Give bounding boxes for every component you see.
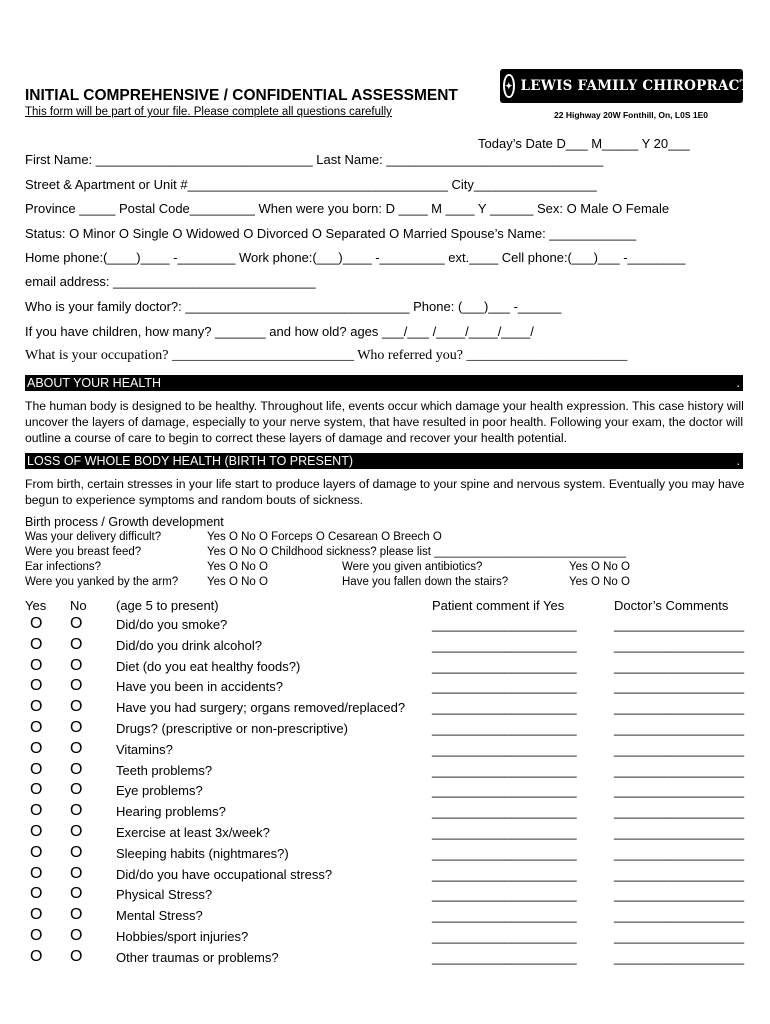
patient-comment-field[interactable]: ____________________ [432, 950, 577, 965]
yes-radio[interactable]: O [30, 844, 43, 861]
doctor-comment-field[interactable]: __________________ [614, 867, 745, 882]
status-fields[interactable]: Status: O Minor O Single O Widowed O Divorced O Separated O Married Spouse’s Name: ____________ [25, 226, 637, 241]
patient-comment-field[interactable]: ____________________ [432, 721, 577, 736]
no-radio[interactable]: O [70, 781, 83, 798]
yes-radio[interactable]: O [30, 802, 43, 819]
heading-dot: . [736, 454, 740, 468]
birth-section-heading: Birth process / Growth development [25, 515, 224, 529]
no-radio[interactable]: O [70, 906, 83, 923]
no-radio[interactable]: O [70, 636, 83, 653]
yes-radio[interactable]: O [30, 906, 43, 923]
email-field[interactable]: email address: ____________________________ [25, 274, 316, 289]
patient-comment-field[interactable]: ____________________ [432, 763, 577, 778]
birth-row-cell: Were you breast feed? [25, 546, 142, 558]
question-text: Physical Stress? [116, 887, 213, 902]
question-text: Did/do you have occupational stress? [116, 867, 333, 882]
question-text: Sleeping habits (nightmares?) [116, 846, 289, 861]
no-radio[interactable]: O [70, 740, 83, 757]
question-text: Eye problems? [116, 783, 203, 798]
about-health-heading-text: ABOUT YOUR HEALTH [27, 376, 162, 390]
question-text: Diet (do you eat healthy foods?) [116, 659, 301, 674]
yes-radio[interactable]: O [30, 927, 43, 944]
doctor-comment-field[interactable]: __________________ [614, 783, 745, 798]
birth-row-cell[interactable]: Yes O No O [569, 561, 630, 573]
patient-comment-field[interactable]: ____________________ [432, 659, 577, 674]
address-fields[interactable]: Street & Apartment or Unit #____________________________________ City_________________ [25, 177, 597, 192]
clinic-address: 22 Highway 20W Fonthill, On, L0S 1E0 [554, 110, 708, 120]
patient-comment-field[interactable]: ____________________ [432, 804, 577, 819]
col-no-header: No [70, 598, 87, 613]
doctor-comment-field[interactable]: __________________ [614, 679, 745, 694]
col-yes-header: Yes [25, 598, 47, 613]
patient-comment-field[interactable]: ____________________ [432, 617, 577, 632]
patient-comment-field[interactable]: ____________________ [432, 679, 577, 694]
no-radio[interactable]: O [70, 615, 83, 632]
yes-radio[interactable]: O [30, 865, 43, 882]
question-text: Hobbies/sport injuries? [116, 929, 249, 944]
patient-comment-field[interactable]: ____________________ [432, 638, 577, 653]
no-radio[interactable]: O [70, 823, 83, 840]
doctor-comment-field[interactable]: __________________ [614, 617, 745, 632]
question-text: Vitamins? [116, 742, 173, 757]
loss-health-text: From birth, certain stresses in your life start to produce layers of damage to your spine and nervous system. Eventually you may have begun to experience symptoms and random bouts of sickness. [25, 477, 745, 507]
no-radio[interactable]: O [70, 802, 83, 819]
question-text: Have you been in accidents? [116, 679, 283, 694]
about-health-text: The human body is designed to be healthy. Throughout life, events occur which damage your health expression. This case history will uncover the layers of damage, especially to your nerve system, that have resulted in poor health. Following your exam, the doctor will outline a course of care to begin to correct these layers of damage and recover your health potential. [25, 399, 744, 445]
doctor-comment-field[interactable]: __________________ [614, 804, 745, 819]
patient-comment-field[interactable]: ____________________ [432, 887, 577, 902]
doctor-comment-field[interactable]: __________________ [614, 659, 745, 674]
patient-comment-field[interactable]: ____________________ [432, 742, 577, 757]
doctor-comment-field[interactable]: __________________ [614, 908, 745, 923]
doctor-comment-field[interactable]: __________________ [614, 825, 745, 840]
doctor-comment-field[interactable]: __________________ [614, 846, 745, 861]
no-radio[interactable]: O [70, 948, 83, 965]
province-birth-sex-fields[interactable]: Province _____ Postal Code_________ When were you born: D ____ M ____ Y ______ Sex: O Male O Female [25, 201, 670, 216]
question-text: Drugs? (prescriptive or non-prescriptive) [116, 721, 348, 736]
no-radio[interactable]: O [70, 677, 83, 694]
patient-comment-field[interactable]: ____________________ [432, 929, 577, 944]
logo-emblem-icon: ✦ [503, 74, 515, 98]
question-text: Hearing problems? [116, 804, 226, 819]
yes-radio[interactable]: O [30, 885, 43, 902]
patient-comment-field[interactable]: ____________________ [432, 700, 577, 715]
doctor-comment-field[interactable]: __________________ [614, 950, 745, 965]
birth-row-cell: Were you yanked by the arm? [25, 576, 179, 588]
phone-fields[interactable]: Home phone:(____)____ -________ Work phone:(___)____ -_________ ext.____ Cell phone:(___)___ -________ [25, 250, 686, 265]
yes-radio[interactable]: O [30, 823, 43, 840]
yes-radio[interactable]: O [30, 740, 43, 757]
no-radio[interactable]: O [70, 844, 83, 861]
occupation-referral-field[interactable]: What is your occupation? __________________________ Who referred you? _______________________ [25, 348, 628, 363]
family-doctor-field[interactable]: Who is your family doctor?: _______________________________ Phone: (___)___ -______ [25, 299, 562, 314]
form-title: INITIAL COMPREHENSIVE / CONFIDENTIAL ASSESSMENT [25, 87, 458, 104]
patient-comment-field[interactable]: ____________________ [432, 867, 577, 882]
patient-comment-field[interactable]: ____________________ [432, 783, 577, 798]
yes-radio[interactable]: O [30, 719, 43, 736]
yes-radio[interactable]: O [30, 781, 43, 798]
question-text: Teeth problems? [116, 763, 213, 778]
children-field[interactable]: If you have children, how many? _______ and how old? ages ___/___ /____/____/____/ [25, 324, 534, 339]
patient-comment-field[interactable]: ____________________ [432, 908, 577, 923]
question-text: Have you had surgery; organs removed/replaced? [116, 700, 406, 715]
yes-radio[interactable]: O [30, 677, 43, 694]
yes-radio[interactable]: O [30, 698, 43, 715]
birth-row-cell[interactable]: Yes O No O [207, 576, 268, 588]
loss-health-heading-text: LOSS OF WHOLE BODY HEALTH (BIRTH TO PRESENT) [27, 454, 353, 468]
about-health-heading [25, 375, 743, 391]
yes-radio[interactable]: O [30, 948, 43, 965]
birth-row-cell[interactable]: Yes O No O [569, 576, 630, 588]
birth-row-cell[interactable]: Yes O No O Childhood sickness? please list ______________________________ [207, 546, 627, 558]
no-radio[interactable]: O [70, 719, 83, 736]
birth-row-cell: Have you fallen down the stairs? [342, 576, 509, 588]
heading-dot: . [736, 376, 740, 390]
birth-row-cell[interactable]: Yes O No O [207, 561, 268, 573]
clinic-logo [500, 69, 768, 103]
patient-comment-field[interactable]: ____________________ [432, 846, 577, 861]
yes-radio[interactable]: O [30, 636, 43, 653]
doctor-comment-field[interactable]: __________________ [614, 700, 745, 715]
question-text: Exercise at least 3x/week? [116, 825, 270, 840]
birth-row-cell: Was your delivery difficult? [25, 531, 162, 543]
todays-date-field[interactable]: Today’s Date D___ M_____ Y 20___ [478, 136, 690, 151]
birth-row-cell: Were you given antibiotics? [342, 561, 483, 573]
doctor-comment-field[interactable]: __________________ [614, 638, 745, 653]
form-subtitle: This form will be part of your file. Please complete all questions carefully [25, 106, 392, 118]
col-question-header: (age 5 to present) [116, 598, 219, 613]
loss-health-heading [25, 453, 743, 469]
doctor-comment-field[interactable]: __________________ [614, 887, 745, 902]
col-patient-comment-header: Patient comment if Yes [432, 598, 565, 613]
doctor-comment-field[interactable]: __________________ [614, 742, 745, 757]
yes-radio[interactable]: O [30, 615, 43, 632]
no-radio[interactable]: O [70, 927, 83, 944]
question-text: Did/do you smoke? [116, 617, 228, 632]
no-radio[interactable]: O [70, 761, 83, 778]
col-doctor-comment-header: Doctor’s Comments [614, 598, 729, 613]
doctor-comment-field[interactable]: __________________ [614, 929, 745, 944]
yes-radio[interactable]: O [30, 761, 43, 778]
no-radio[interactable]: O [70, 885, 83, 902]
no-radio[interactable]: O [70, 657, 83, 674]
yes-radio[interactable]: O [30, 657, 43, 674]
no-radio[interactable]: O [70, 698, 83, 715]
question-text: Mental Stress? [116, 908, 203, 923]
birth-row-cell: Ear infections? [25, 561, 102, 573]
no-radio[interactable]: O [70, 865, 83, 882]
doctor-comment-field[interactable]: __________________ [614, 721, 745, 736]
patient-comment-field[interactable]: ____________________ [432, 825, 577, 840]
question-text: Did/do you drink alcohol? [116, 638, 262, 653]
name-fields[interactable]: First Name: ______________________________ Last Name: ______________________________ [25, 152, 604, 167]
doctor-comment-field[interactable]: __________________ [614, 763, 745, 778]
question-text: Other traumas or problems? [116, 950, 279, 965]
logo-text: LEWIS FAMILY CHIROPRACTIC [520, 78, 768, 94]
birth-row-cell[interactable]: Yes O No O Forceps O Cesarean O Breech O [207, 531, 442, 543]
